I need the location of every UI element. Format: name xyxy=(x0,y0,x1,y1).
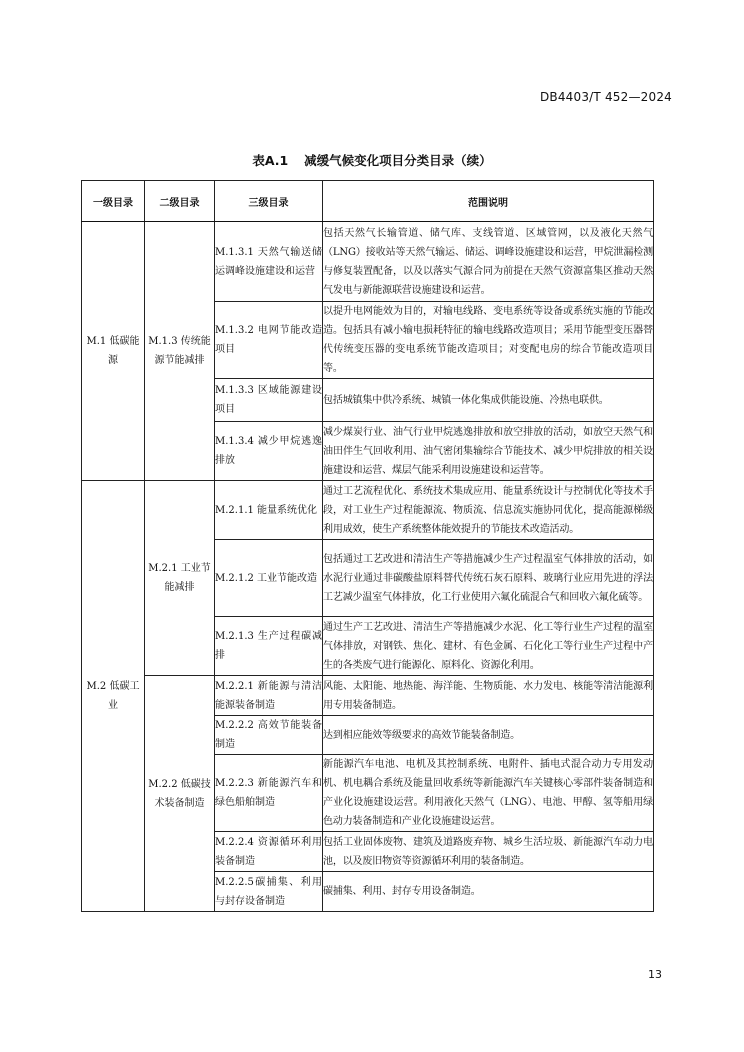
scope-cell: 以提升电网能效为目的，对输电线路、变电系统等设备或系统实施的节能改造。包括具有减小输电损耗特征的输电线路改造项目；采用节能型变压器替代传统变压器的变电系统节能改造项目；对变配电房的综合节能改造项目等。 xyxy=(323,302,654,379)
table-row xyxy=(82,222,654,302)
table-row xyxy=(82,676,654,716)
page-number: 13 xyxy=(648,968,662,981)
level2-cell: M.2.1 工业节能减排 xyxy=(145,481,215,676)
level3-cell: M.2.1.2 工业节能改造 xyxy=(215,540,323,617)
table-caption-id: 表A.1 xyxy=(252,153,289,168)
table-caption xyxy=(0,151,744,169)
scope-cell: 包括城镇集中供冷系统、城镇一体化集成供能设施、冷热电联供。 xyxy=(323,379,654,422)
scope-cell: 通过生产工艺改进、清洁生产等措施减少水泥、化工等行业生产过程的温室气体排放，对钢铁、焦化、建材、有色金属、石化化工等行业生产过程中产生的各类废气进行能源化、原料化、资源化利用。 xyxy=(323,617,654,676)
header-level3: 三级目录 xyxy=(215,181,323,222)
header-scope: 范围说明 xyxy=(323,181,654,222)
level3-cell: M.2.2.1 新能源与清洁能源装备制造 xyxy=(215,676,323,716)
scope-cell: 新能源汽车电池、电机及其控制系统、电附件、插电式混合动力专用发动机、机电耦合系统及能量回收系统等新能源汽车关键核心零部件装备制造和产业化设施建设运营。利用液化天然气（LNG）、电池、甲醇、氢等船用绿色动力装备制造和产业化设施建设运营。 xyxy=(323,755,654,832)
classification-table xyxy=(81,180,654,912)
level3-cell: M.2.1.1 能量系统优化 xyxy=(215,481,323,540)
table-row xyxy=(82,481,654,540)
scope-cell: 风能、太阳能、地热能、海洋能、生物质能、水力发电、核能等清洁能源利用专用装备制造。 xyxy=(323,676,654,716)
level3-cell: M.2.2.2 高效节能装备制造 xyxy=(215,716,323,755)
scope-cell: 减少煤炭行业、油气行业甲烷逃逸排放和放空排放的活动，如放空天然气和油田伴生气回收利用、油气密闭集输综合节能技术、减少甲烷排放的相关设施建设和运营、煤层气能采利用设施建设和运营等。 xyxy=(323,422,654,481)
level2-cell: M.2.2 低碳技术装备制造 xyxy=(145,676,215,912)
scope-cell: 包括天然气长输管道、储气库、支线管道、区域管网，以及液化天然气（LNG）接收站等天然气输运、储运、调峰设施建设和运营，甲烷泄漏检测与修复装置配备，以及以落实气源合同为前提在天然气资源富集区推动天然气发电与新能源联营设施建设和运营。 xyxy=(323,222,654,302)
scope-cell: 通过工艺流程优化、系统技术集成应用、能量系统设计与控制优化等技术手段，对工业生产过程能源流、物质流、信息流实施协同优化，提高能源梯级利用成效，使生产系统整体能效提升的节能技术改造活动。 xyxy=(323,481,654,540)
level3-cell: M.2.2.4 资源循环利用装备制造 xyxy=(215,832,323,872)
level2-cell: M.1.3 传统能源节能减排 xyxy=(145,222,215,481)
level3-cell: M.2.1.3 生产过程碳减排 xyxy=(215,617,323,676)
scope-cell: 碳捕集、利用、封存专用设备制造。 xyxy=(323,872,654,912)
table-header-row xyxy=(82,181,654,222)
level1-cell: M.2 低碳工业 xyxy=(82,481,145,912)
header-level1: 一级目录 xyxy=(82,181,145,222)
scope-cell: 包括通过工艺改进和清洁生产等措施减少生产过程温室气体排放的活动，如水泥行业通过非碳酸盐原料替代传统石灰石原料、玻璃行业应用先进的浮法工艺减少温室气体排放，化工行业使用六氟化硫混合气和回收六氟化硫等。 xyxy=(323,540,654,617)
document-code: DB4403/T 452—2024 xyxy=(539,90,672,104)
level3-cell: M.1.3.2 电网节能改造项目 xyxy=(215,302,323,379)
level3-cell: M.2.2.3 新能源汽车和绿色船舶制造 xyxy=(215,755,323,832)
scope-cell: 包括工业固体废物、建筑及道路废弃物、城乡生活垃圾、新能源汽车动力电池，以及废旧物资等资源循环利用的装备制造。 xyxy=(323,832,654,872)
scope-cell: 达到相应能效等级要求的高效节能装备制造。 xyxy=(323,716,654,755)
level3-cell: M.2.2.5碳捕集、利用与封存设备制造 xyxy=(215,872,323,912)
table-caption-title: 减缓气候变化项目分类目录（续） xyxy=(304,153,492,168)
level3-cell: M.1.3.1 天然气输送储运调峰设施建设和运营 xyxy=(215,222,323,302)
level1-cell: M.1 低碳能源 xyxy=(82,222,145,481)
level3-cell: M.1.3.3 区域能源建设项目 xyxy=(215,379,323,422)
header-level2: 二级目录 xyxy=(145,181,215,222)
level3-cell: M.1.3.4 减少甲烷逃逸排放 xyxy=(215,422,323,481)
